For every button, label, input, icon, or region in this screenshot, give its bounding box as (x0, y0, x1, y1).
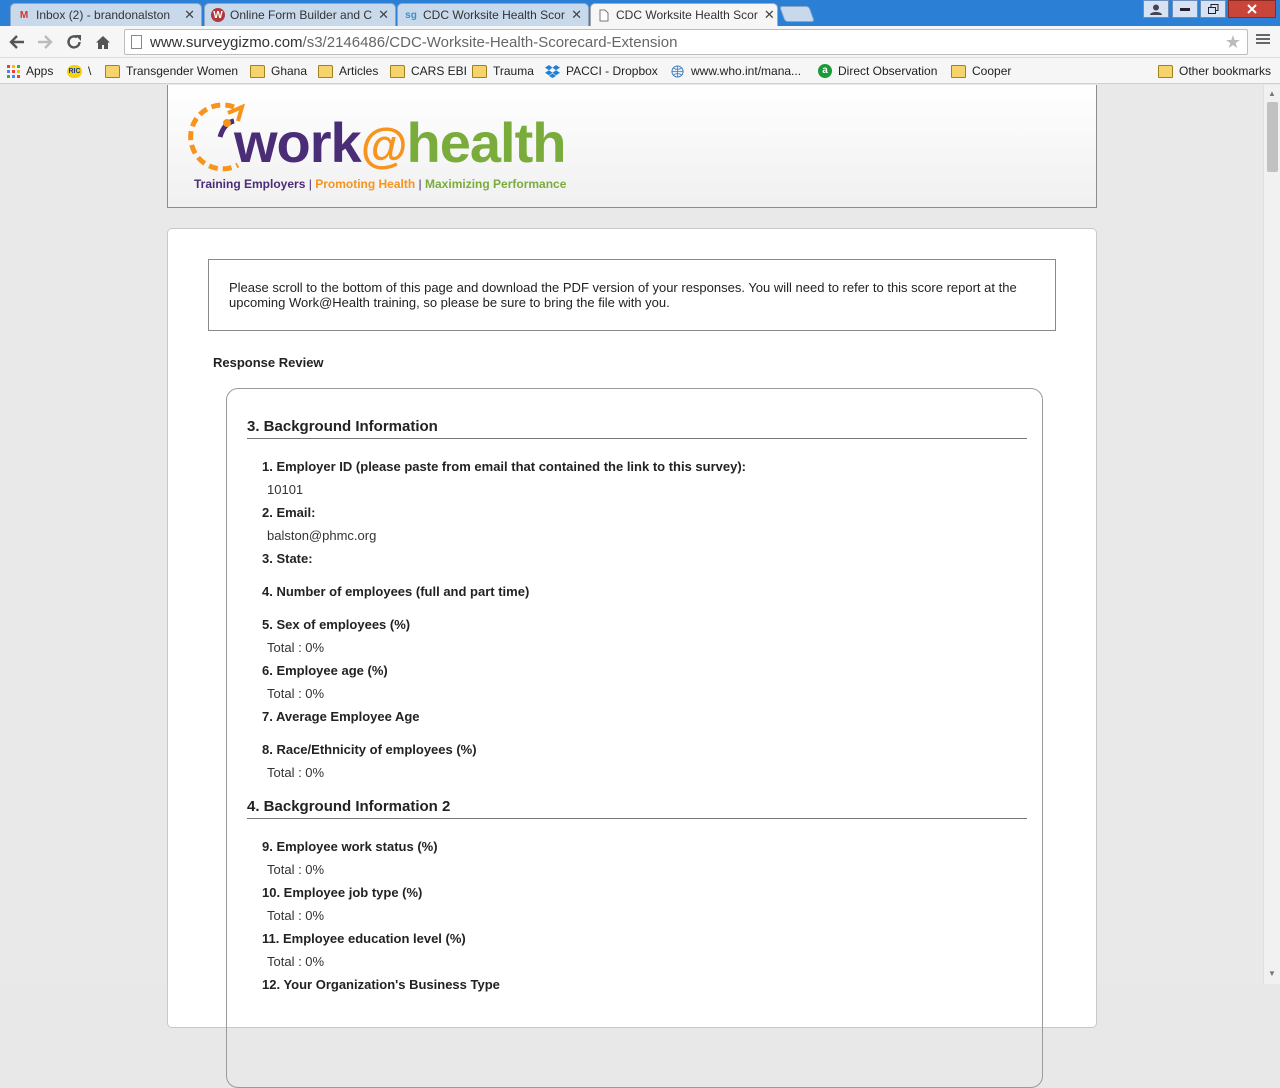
bookmark-label: Other bookmarks (1179, 64, 1272, 78)
section-title: 4. Background Information 2 (247, 798, 1027, 819)
bookmark-ghana[interactable] (250, 62, 307, 80)
tagline-maximizing: Maximizing Performance (425, 177, 567, 191)
reload-button[interactable] (63, 31, 85, 53)
bookmark-transgender-women[interactable] (105, 62, 238, 80)
minimize-icon (1180, 8, 1190, 11)
apps-grid-icon (7, 65, 20, 78)
page-icon (131, 35, 142, 49)
bookmark-articles[interactable] (318, 62, 378, 80)
user-icon (1150, 4, 1162, 15)
dropbox-icon (545, 65, 560, 78)
home-icon (95, 35, 111, 50)
folder-icon (951, 65, 966, 78)
survey-content (167, 228, 1097, 1028)
app-circle-icon: a (818, 64, 832, 78)
close-icon (1247, 4, 1257, 14)
question-label: 6. Employee age (%) (262, 663, 388, 678)
page-icon (597, 8, 611, 22)
bookmark-label: www.who.int/mana... (691, 64, 802, 78)
url-text (150, 34, 677, 51)
response-review-panel (226, 388, 1043, 1088)
tab-title: Online Form Builder and C (230, 8, 373, 22)
bookmark-label: \ (88, 64, 92, 78)
bookmark-pacci-dropbox[interactable] (545, 62, 658, 80)
home-button[interactable] (92, 31, 114, 53)
ric-icon: RIC (67, 65, 82, 78)
question-label: 1. Employer ID (please paste from email that contained the link to this survey): (262, 459, 747, 474)
restore-icon (1208, 4, 1219, 14)
minimize-button[interactable] (1172, 0, 1198, 18)
logo-word-health: health (406, 111, 566, 174)
bookmark-label: CARS EBI (411, 64, 468, 78)
forward-button[interactable] (34, 31, 56, 53)
question-label: 11. Employee education level (%) (262, 931, 466, 946)
tab-gmail-inbox[interactable] (10, 3, 202, 26)
response-review-heading: Response Review (213, 355, 324, 370)
question-label: 2. Email: (262, 505, 316, 520)
chrome-menu-button[interactable] (1255, 32, 1271, 52)
bookmark-label: Ghana (271, 64, 308, 78)
question-label: 5. Sex of employees (%) (262, 617, 411, 632)
logo-tagline (194, 177, 566, 191)
logo-wordmark (234, 113, 565, 177)
new-tab-button[interactable] (779, 6, 815, 22)
answer-value: Total : 0% (267, 640, 325, 655)
bookmark-cars-ebi[interactable] (390, 62, 467, 80)
bookmark-label: Cooper (972, 64, 1012, 78)
bookmark-cooper[interactable] (951, 62, 1011, 80)
close-tab-icon[interactable]: ✕ (571, 7, 582, 22)
bookmark-trauma[interactable] (472, 62, 534, 80)
wufoo-icon: W (211, 8, 225, 22)
tagline-training: Training Employers (194, 177, 306, 191)
bookmark-who[interactable] (670, 62, 801, 80)
folder-icon (472, 65, 487, 78)
bookmark-star-icon[interactable]: ★ (1224, 32, 1241, 52)
answer-value: 10101 (267, 482, 304, 497)
site-header (167, 85, 1097, 208)
work-at-health-logo (182, 97, 582, 197)
answer-value: Total : 0% (267, 862, 325, 877)
bookmark-label: Trauma (493, 64, 534, 78)
bookmark-other-bookmarks[interactable] (1158, 62, 1271, 80)
answer-value: Total : 0% (267, 765, 325, 780)
question-label: 9. Employee work status (%) (262, 839, 438, 854)
logo-at: @ (360, 120, 407, 173)
close-tab-icon[interactable]: ✕ (378, 7, 389, 22)
bookmark-ric[interactable] (67, 62, 91, 80)
tab-title: CDC Worksite Health Scor (423, 8, 565, 22)
question-label: 4. Number of employees (full and part time) (262, 584, 530, 599)
surveygizmo-icon: sg (405, 9, 417, 21)
tagline-separator: | (308, 177, 312, 191)
logo-word-work: work (234, 111, 361, 174)
scrollbar-thumb[interactable] (1267, 102, 1278, 172)
browser-toolbar (0, 26, 1280, 58)
bookmark-label: Articles (339, 64, 379, 78)
window-close-button[interactable] (1228, 0, 1276, 18)
bookmark-label: Transgender Women (126, 64, 239, 78)
address-bar[interactable] (124, 29, 1248, 55)
bookmarks-bar (0, 58, 1280, 84)
folder-icon (390, 65, 405, 78)
forward-arrow-icon (37, 35, 53, 49)
question-label: 8. Race/Ethnicity of employees (%) (262, 742, 477, 757)
who-globe-icon (670, 65, 685, 78)
bookmark-label: Direct Observation (838, 64, 938, 78)
answer-value: Total : 0% (267, 908, 325, 923)
url-host: www.surveygizmo.com (150, 33, 303, 51)
scroll-down-arrow-icon[interactable]: ▼ (1268, 969, 1276, 978)
back-arrow-icon (9, 35, 25, 49)
bookmark-apps[interactable] (7, 62, 53, 80)
tagline-promoting: Promoting Health (315, 177, 416, 191)
close-tab-icon[interactable]: ✕ (184, 7, 195, 22)
tab-title: CDC Worksite Health Scor (616, 8, 758, 22)
question-label: 10. Employee job type (%) (262, 885, 423, 900)
answer-value: Total : 0% (267, 954, 325, 969)
pdf-notice: Please scroll to the bottom of this page and download the PDF version of your responses. You will need to refer to this score report at the upcoming Work@Health training, so please be sure to bring the file with you. (208, 259, 1056, 331)
answer-value: balston@phmc.org (267, 528, 377, 543)
page-scrollbar[interactable] (1263, 85, 1280, 984)
tab-online-form-builder[interactable] (204, 3, 396, 26)
answer-value: Total : 0% (267, 686, 325, 701)
tab-strip (0, 0, 1280, 26)
scroll-up-arrow-icon[interactable]: ▲ (1268, 89, 1276, 98)
back-button[interactable] (6, 31, 28, 53)
folder-icon (105, 65, 120, 78)
gmail-icon: M (19, 9, 29, 21)
folder-icon (1158, 65, 1173, 78)
bookmark-label: Apps (26, 64, 54, 78)
page-viewport (0, 85, 1263, 992)
folder-icon (250, 65, 265, 78)
user-profile-button[interactable] (1143, 0, 1169, 18)
tab-cdc-scorecard-active[interactable] (590, 3, 778, 26)
question-label: 12. Your Organization's Business Type (262, 977, 500, 992)
tagline-separator: | (418, 177, 422, 191)
close-tab-icon[interactable]: ✕ (763, 7, 775, 22)
question-label: 3. State: (262, 551, 313, 566)
menu-icon (1256, 32, 1270, 46)
section-title: 3. Background Information (247, 418, 1027, 439)
bookmark-label: PACCI - Dropbox (566, 64, 658, 78)
question-label: 7. Average Employee Age (262, 709, 420, 724)
bookmark-direct-observation[interactable] (818, 62, 937, 80)
folder-icon (318, 65, 333, 78)
reload-icon (66, 34, 82, 50)
tab-title: Inbox (2) - brandonalston (36, 8, 171, 22)
restore-button[interactable] (1200, 0, 1226, 18)
url-path: /s3/2146486/CDC-Worksite-Health-Scorecard-Extension (302, 33, 678, 51)
tab-cdc-scorecard-1[interactable] (397, 3, 589, 26)
